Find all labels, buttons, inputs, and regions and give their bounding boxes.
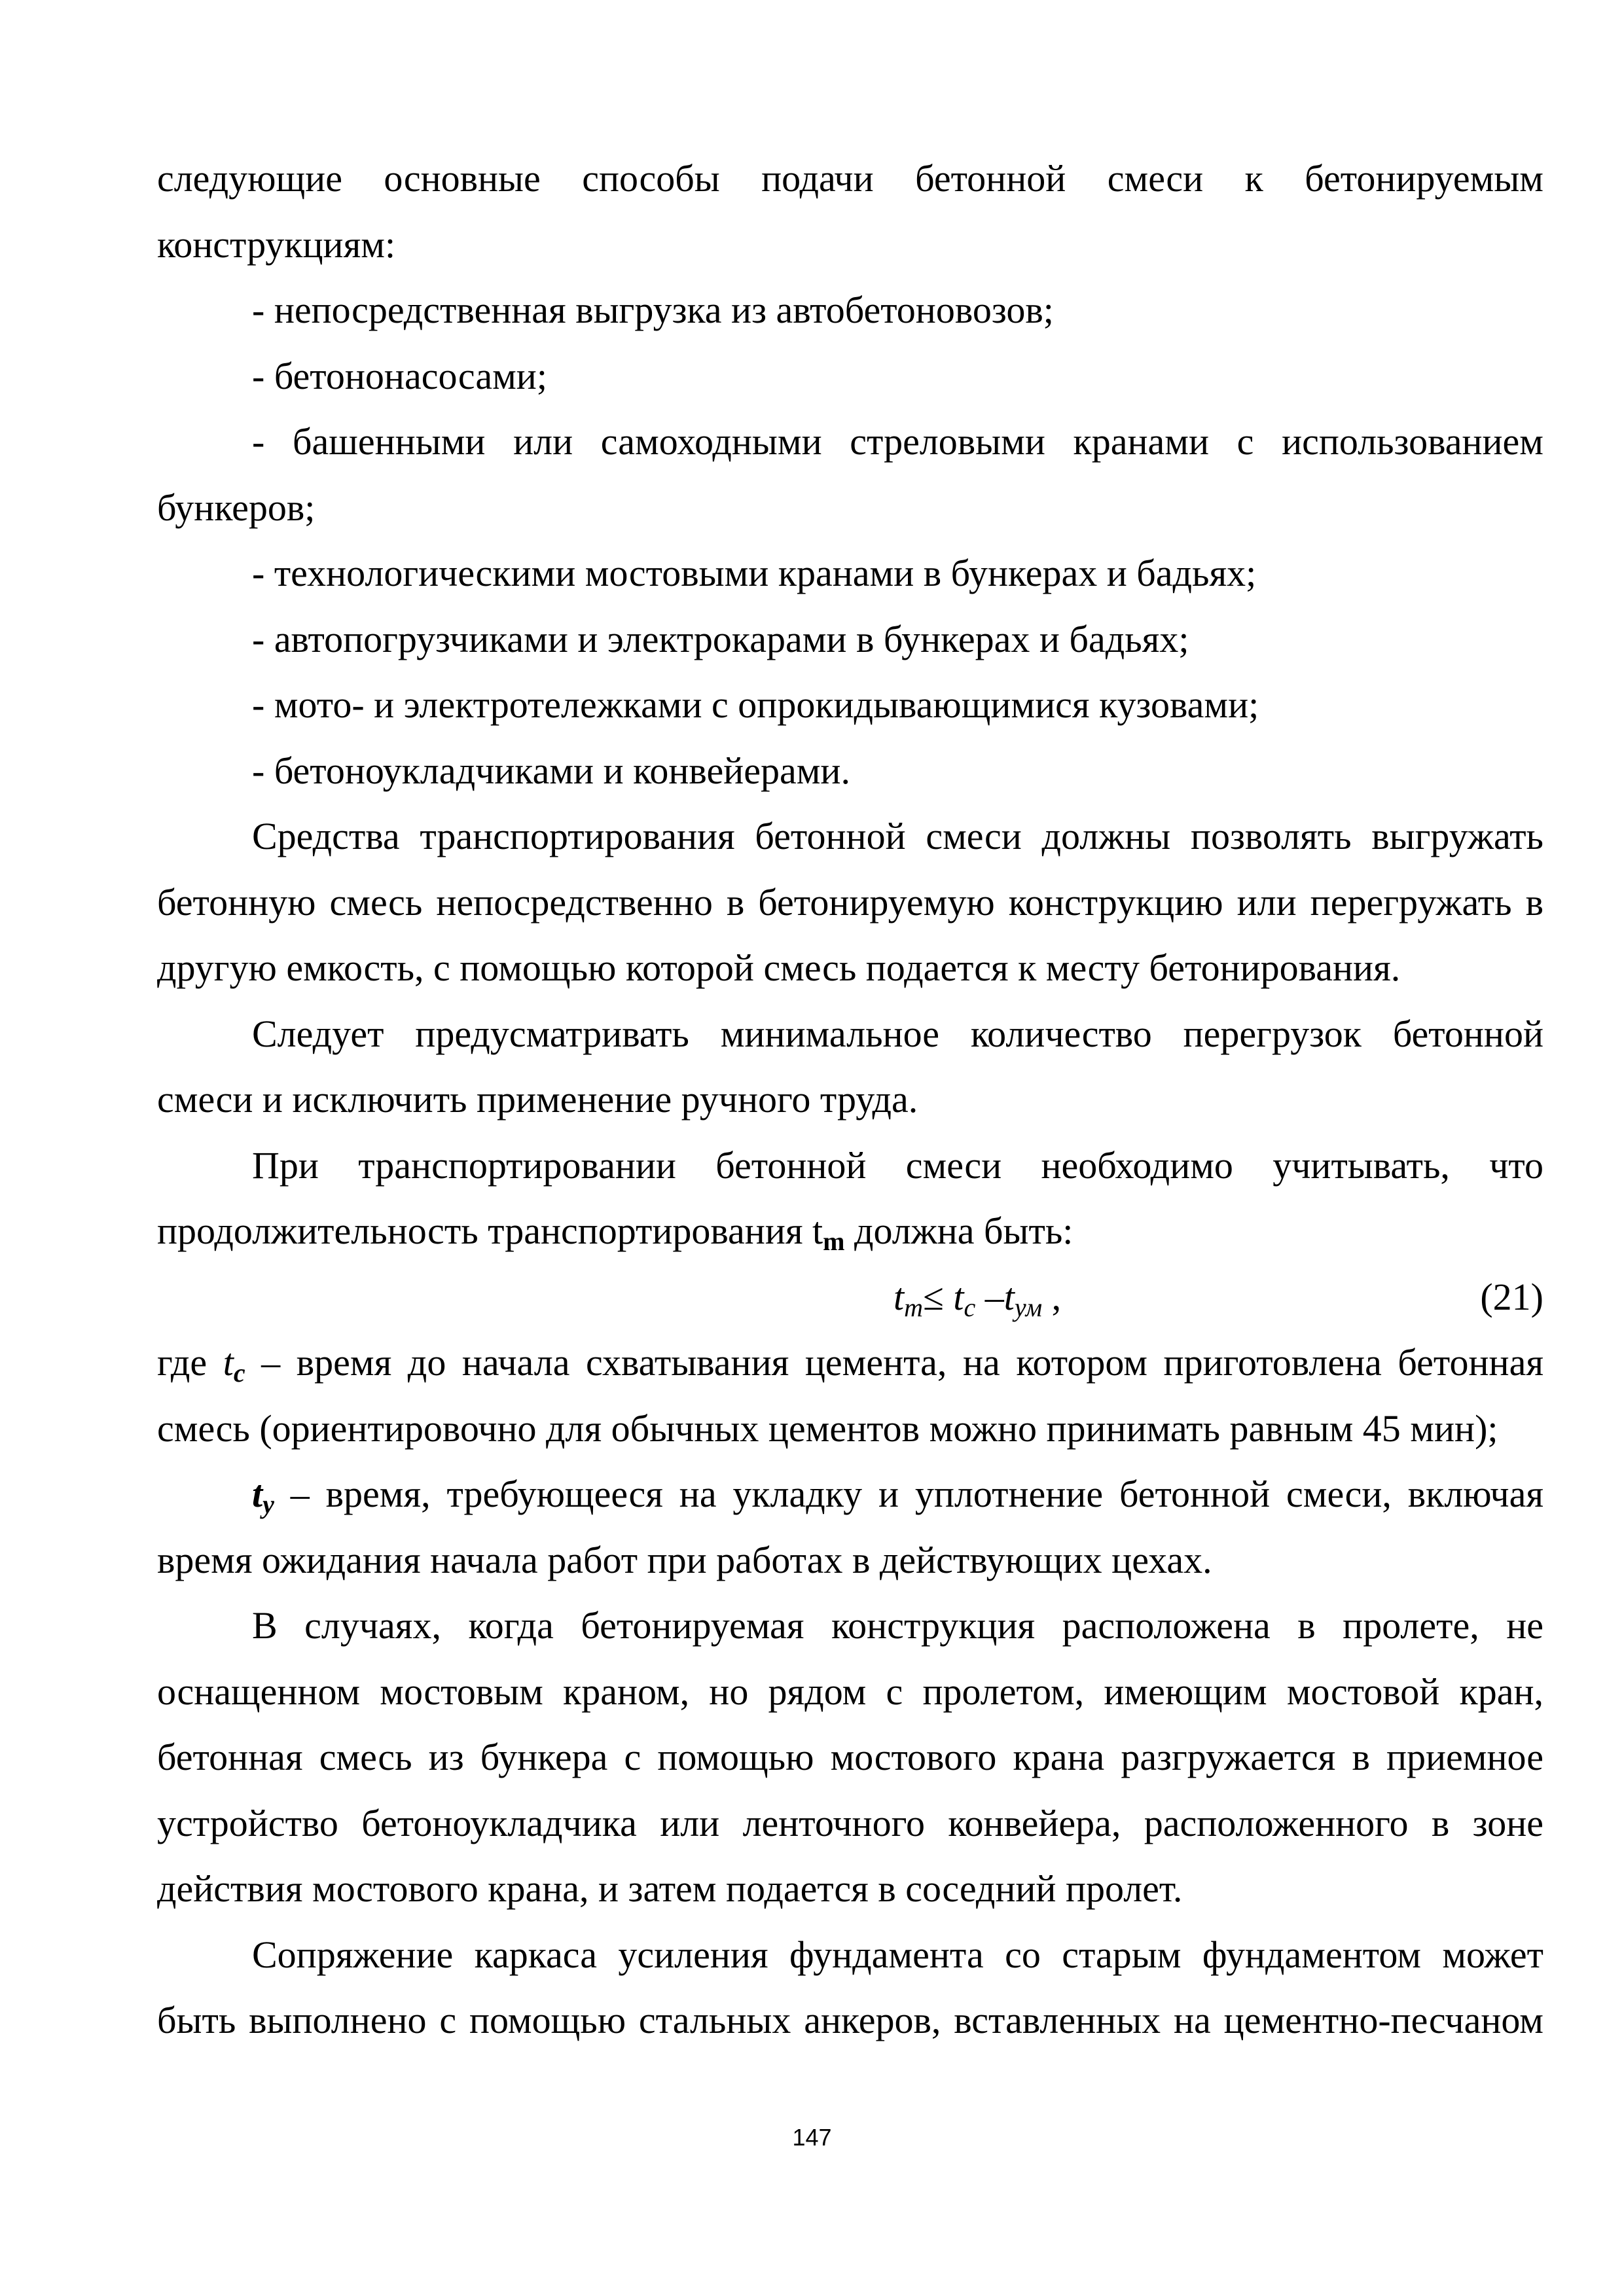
list-item: - мото- и электротележками с опрокидывающимися кузовами;: [252, 683, 1259, 726]
text-run: продолжительность транспортирования t: [157, 1210, 823, 1252]
text-line: следующие основные способы подачи бетонной смеси к бетонируемым: [157, 157, 1543, 200]
subscript: ум: [1014, 1292, 1043, 1322]
text-line: смесь (ориентировочно для обычных цементов можно принимать равным 45 мин);: [157, 1407, 1498, 1450]
text-line: Следует предусматривать минимальное количество перегрузок бетонной: [252, 1012, 1543, 1055]
var-t: t: [223, 1341, 234, 1384]
le-sign: ≤: [923, 1275, 954, 1318]
list-item: - бетононасосами;: [252, 354, 547, 397]
var-t: t: [953, 1275, 964, 1318]
text-line: При транспортировании бетонной смеси необходимо учитывать, что: [252, 1143, 1543, 1187]
text-line: бетонную смесь непосредственно в бетонируемую конструкцию или перегружать в: [157, 880, 1543, 924]
text-line: бетонная смесь из бункера с помощью мостового крана разгружается в приемное: [157, 1736, 1543, 1778]
text-run: – время, требующееся на укладку и уплотнение бетонной смеси, включая: [274, 1473, 1543, 1515]
document-page: [157, 146, 1543, 2054]
text-line: [157, 1198, 1543, 1265]
subscript: c: [233, 1358, 245, 1388]
text-line: быть выполнено с помощью стальных анкеров, вставленных на цементно-песчаном: [157, 1999, 1543, 2041]
list-item: - автопогрузчиками и электрокарами в бункерах и бадьях;: [252, 617, 1189, 660]
text-line: [157, 1330, 1543, 1396]
list-item: - технологическими мостовыми кранами в бункерах и бадьях;: [252, 552, 1257, 594]
text-line: В случаях, когда бетонируемая конструкция расположена в пролете, не: [252, 1604, 1543, 1647]
text-line: Сопряжение каркаса усиления фундамента со старым фундаментом может: [252, 1933, 1543, 1976]
var-t: t: [893, 1275, 905, 1318]
text-run: должна быть:: [844, 1210, 1074, 1252]
subscript: y: [262, 1490, 274, 1519]
text-run: – время до начала схватывания цемента, на котором приготовлена бетонная: [245, 1341, 1543, 1384]
formula-number: (21): [1480, 1275, 1543, 1318]
text-line: [157, 1462, 1543, 1528]
subscript: m: [904, 1292, 924, 1322]
list-item: - бетоноукладчиками и конвейерами.: [252, 749, 850, 792]
formula-expression: [893, 1265, 1061, 1341]
text-line: Средства транспортирования бетонной смеси должны позволять выгружать: [252, 815, 1543, 857]
page-number: 147: [792, 2124, 832, 2151]
text-line: другую емкость, с помощью которой смесь подается к месту бетонирования.: [157, 946, 1401, 989]
text-line: действия мостового крана, и затем подается в соседний пролет.: [157, 1867, 1183, 1910]
subscript: c: [964, 1292, 976, 1322]
text-line: устройство бетоноукладчика или ленточного конвейера, расположенного в зоне: [157, 1801, 1543, 1844]
text-line: конструкциям:: [157, 223, 396, 266]
list-item: - непосредственная выгрузка из автобетоновозов;: [252, 289, 1054, 331]
text-line: время ожидания начала работ при работах в действующих цехах.: [157, 1538, 1212, 1581]
minus-sign: –: [975, 1275, 1004, 1318]
subscript: m: [823, 1227, 845, 1256]
var-t: t: [1003, 1275, 1015, 1318]
var-t: t: [252, 1473, 263, 1515]
comma: ,: [1042, 1275, 1062, 1318]
text-line: смеси и исключить применение ручного труда.: [157, 1078, 918, 1121]
formula-line: [157, 1265, 1543, 1331]
list-item: - башенными или самоходными стреловыми кранами с использованием: [252, 420, 1543, 463]
text-line: оснащенном мостовым краном, но рядом с пролетом, имеющим мостовой кран,: [157, 1670, 1543, 1713]
text-line: бункеров;: [157, 486, 316, 529]
text-run: где: [157, 1341, 223, 1384]
